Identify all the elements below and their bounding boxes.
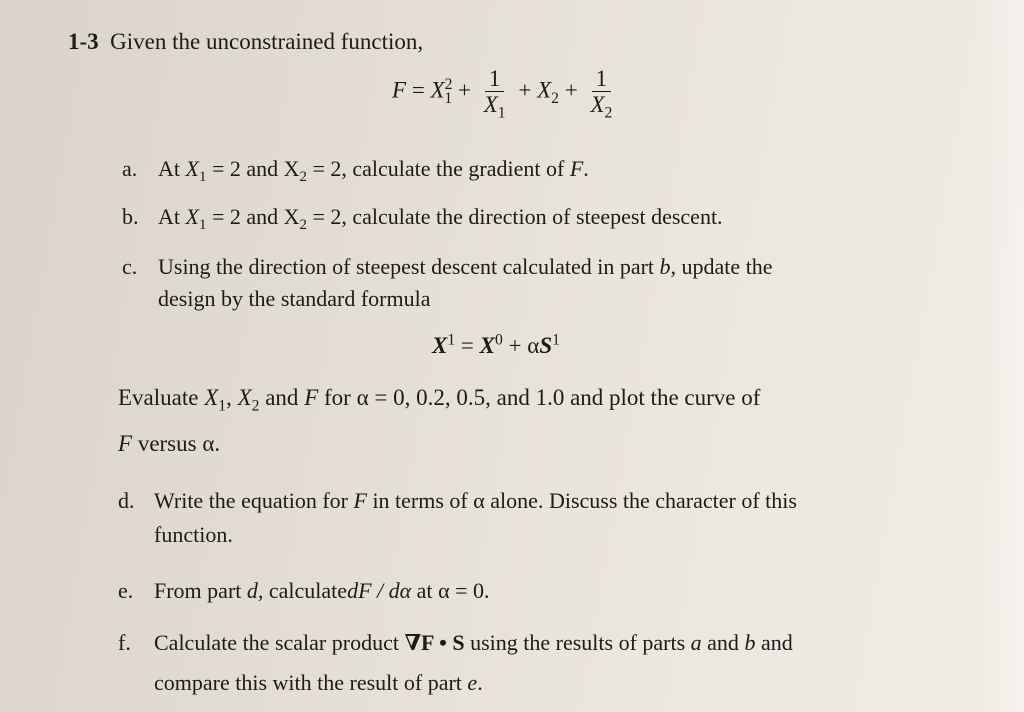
problem-heading bbox=[68, 28, 423, 56]
fraction-one-over-x2: $\frac{1}{X_2}$ bbox=[590, 66, 613, 122]
part-e-label: e. bbox=[118, 578, 134, 603]
part-d-line1: d. Write the equation for F in terms of α alone. Discuss the character of this bbox=[118, 488, 797, 513]
part-f-label: f. bbox=[118, 630, 131, 655]
fraction-one-over-x1: $\frac{1}{X_1}$ bbox=[483, 66, 506, 122]
part-c-label: c. bbox=[122, 254, 138, 279]
part-c-line2: design by the standard formula bbox=[158, 286, 431, 311]
gradient-dot-product: ∇F • S bbox=[404, 630, 465, 655]
part-a-label: a. bbox=[122, 156, 138, 181]
part-e: e. From part d, calculatedF / dα at α = 0. bbox=[118, 578, 490, 603]
part-c-line1: c. Using the direction of steepest descent calculated in part b, update the bbox=[122, 254, 773, 279]
evaluate-line1: Evaluate $X_1$, $X_2$ and F for α = 0, 0.2, 0.5, and 1.0 and plot the curve of bbox=[118, 385, 761, 415]
part-d-label: d. bbox=[118, 488, 135, 513]
part-b: b. At $X_1 = 2$ and $X_2 = 2$, calculate the direction of steepest descent. bbox=[122, 204, 723, 234]
evaluate-line2: F versus α. bbox=[118, 431, 221, 456]
part-d-line2: function. bbox=[154, 522, 233, 547]
function-equation: $F = X^2_1$ + $\frac{1}{X_1}$ + $X_2$ + $\frac{1}{X_2}$ bbox=[392, 66, 619, 119]
update-formula: $X^1 = X^0 + \alpha S^1$ bbox=[432, 331, 560, 358]
problem-intro: Given the unconstrained function, bbox=[110, 29, 424, 54]
part-f-line1: f. Calculate the scalar product ∇F • S using the results of parts a and b and bbox=[118, 630, 793, 655]
part-b-label: b. bbox=[122, 204, 139, 229]
page-edge-shading bbox=[982, 0, 1024, 712]
part-f-line2: compare this with the result of part e. bbox=[154, 670, 483, 695]
problem-number: 1-3 bbox=[68, 29, 99, 54]
part-a: a. At $X_1 = 2$ and $X_2 = 2$, calculate the gradient of F. bbox=[122, 156, 589, 186]
